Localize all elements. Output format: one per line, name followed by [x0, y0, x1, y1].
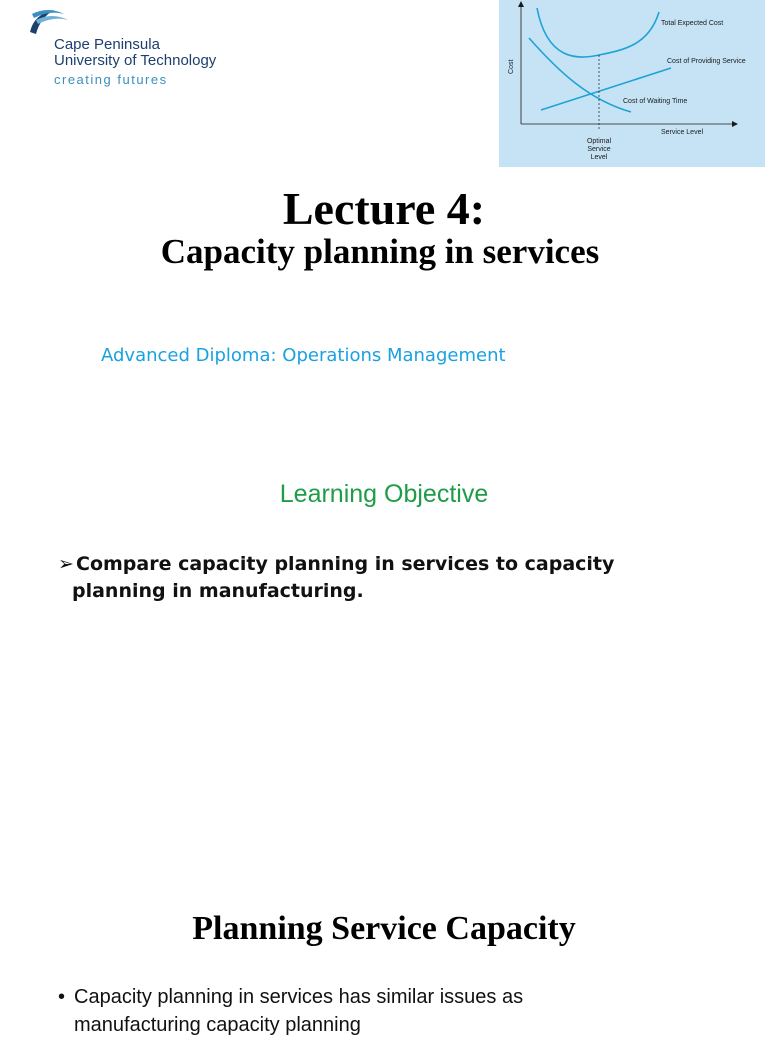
bullet-dot-icon: •: [58, 986, 66, 1008]
program-name: Advanced Diploma: Operations Management: [101, 345, 506, 366]
series-cost-of-waiting-time: [529, 38, 631, 112]
x-axis-label: Service Level: [661, 129, 704, 136]
annotation-optimal: Optimal: [586, 138, 612, 145]
logo-name-line2: University of Technology: [54, 52, 217, 69]
cput-logo: [24, 4, 224, 94]
cost-service-chart: [499, 0, 765, 167]
label-total-expected-cost: Total Expected Cost: [661, 20, 724, 27]
series-total-expected-cost: [537, 8, 659, 57]
x-axis-arrow: [732, 121, 738, 127]
logo-university-name: [54, 37, 216, 69]
learning-objective-item: [58, 551, 758, 605]
next-slide-title: Planning Service Capacity: [192, 910, 576, 947]
learning-objective-heading: Learning Objective: [279, 480, 489, 508]
label-cost-of-waiting-time: Cost of Waiting Time: [623, 98, 688, 105]
bullet-line2: manufacturing capacity planning: [74, 1014, 361, 1036]
annotation-service: Service: [587, 146, 611, 153]
bullet-line1: Capacity planning in services has similar issues as: [74, 986, 524, 1008]
label-cost-of-providing-service: Cost of Providing Service: [667, 58, 746, 65]
objective-line2: planning in manufacturing.: [72, 580, 364, 602]
lecture-subtitle: Capacity planning in services: [160, 232, 600, 271]
y-axis-label: Cost: [508, 59, 515, 74]
arrow-bullet-icon: ➢: [58, 553, 74, 575]
y-axis-arrow: [518, 1, 524, 7]
logo-tagline: creating futures: [54, 72, 168, 87]
annotation-level: Level: [590, 154, 608, 161]
objective-line1: Compare capacity planning in services to capacity: [76, 553, 615, 575]
lecture-title: Lecture 4:: [282, 183, 486, 234]
chart-svg: [499, 0, 765, 167]
next-slide-bullet: [58, 983, 758, 1039]
logo-name-line1: Cape Peninsula: [54, 36, 160, 53]
